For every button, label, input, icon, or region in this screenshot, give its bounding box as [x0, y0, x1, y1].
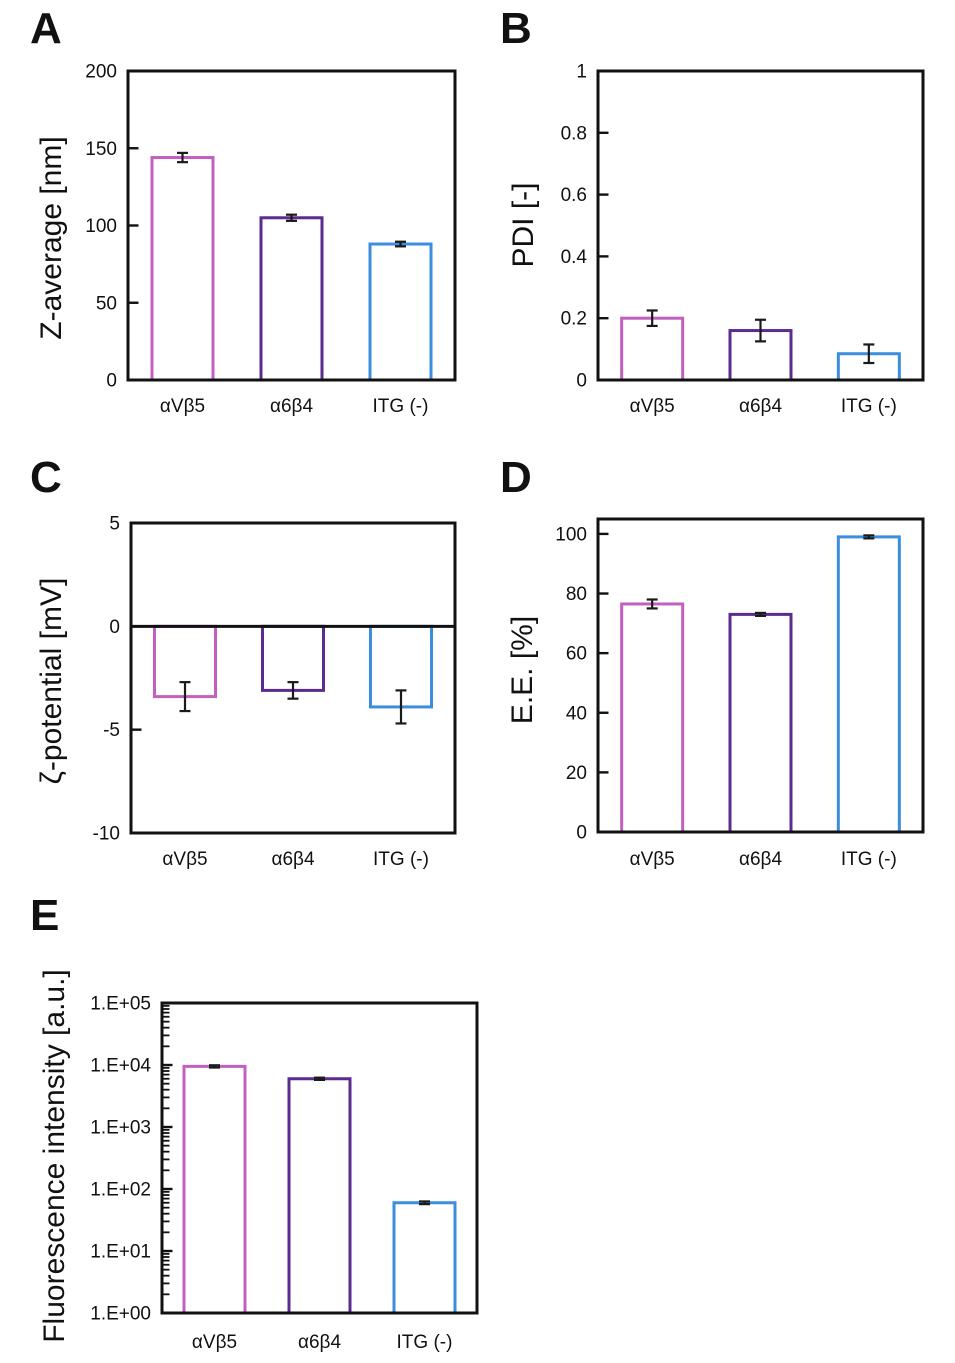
panel-a-category-label: α6β4 [269, 396, 314, 417]
panel-e-ytick-label: 1.E+01 [90, 1241, 151, 1263]
panel-b-y-axis-title: PDI [-] [507, 182, 540, 268]
panel-c-ytick-label: 0 [109, 616, 120, 638]
panel-a-ytick-label: 50 [95, 293, 117, 315]
panel-e-ytick-label: 1.E+02 [90, 1179, 151, 1201]
panel-b-letter: B [500, 4, 532, 53]
panel-e-bar [289, 1079, 350, 1313]
panel-a-ytick-label: 200 [85, 61, 117, 83]
panel-d-category-label: α6β4 [738, 849, 783, 870]
panel-c-category-label: α6β4 [271, 849, 315, 870]
panel-b-ytick-label: 0.6 [560, 185, 587, 207]
panel-d-ytick-label: 80 [565, 584, 587, 606]
panel-e-y-axis-title: Fluorescence intensity [a.u.] [38, 969, 71, 1343]
panel-b-ytick-label: 1 [576, 61, 587, 83]
panel-c-ytick-label: -10 [92, 823, 120, 845]
panel-c-bar [263, 626, 324, 690]
panel-a-ytick-label: 100 [85, 216, 117, 237]
panel-c-category-label: αVβ5 [162, 849, 208, 870]
panel-d-letter: D [500, 453, 532, 502]
panel-e-bar [394, 1203, 455, 1313]
panel-b-ytick-label: 0 [576, 370, 587, 392]
panel-e-ytick-label: 1.E+03 [90, 1117, 151, 1139]
panel-b-ytick-label: 0.2 [560, 308, 587, 330]
panel-b-ytick-label: 0.4 [560, 246, 587, 268]
panel-a-bar [152, 158, 213, 380]
panel-e-category-label: ITG (-) [396, 1332, 453, 1353]
panel-c-y-axis-title: ζ-potential [mV] [35, 577, 68, 785]
panel-e-ytick-label: 1.E+04 [90, 1055, 151, 1077]
panel-c-letter: C [30, 453, 62, 502]
panel-d-bar [730, 614, 791, 832]
panel-e-ytick-label: 1.E+05 [90, 993, 151, 1015]
panel-c-ytick-label: -5 [103, 720, 120, 742]
panel-e-chart [90, 994, 477, 1354]
panel-d-ytick-label: 40 [565, 703, 587, 725]
panel-a-letter: A [30, 4, 62, 53]
panel-d-ytick-label: 60 [565, 643, 587, 665]
panel-b-category-label: ITG (-) [840, 396, 897, 417]
panel-a-category-label: ITG (-) [372, 396, 429, 417]
panel-c-category-label: ITG (-) [373, 849, 429, 870]
panel-b-category-label: α6β4 [738, 396, 783, 417]
panel-d-bar [838, 537, 899, 832]
panel-b-category-label: αVβ5 [629, 396, 675, 417]
panel-e-letter: E [30, 891, 60, 940]
panel-a-category-label: αVβ5 [159, 396, 206, 417]
panel-a-y-axis-title: Z-average [nm] [35, 136, 68, 340]
panel-b-bar [622, 318, 683, 380]
panel-d-category-label: αVβ5 [629, 849, 675, 870]
panel-d-chart [555, 519, 923, 870]
panel-d-category-label: ITG (-) [840, 849, 897, 870]
panel-a-bar [261, 218, 322, 380]
panel-a-chart [85, 62, 455, 418]
panel-d-y-axis-title: E.E. [%] [506, 615, 539, 725]
panel-d-ytick-label: 100 [555, 524, 587, 546]
panel-b-chart [561, 62, 923, 418]
panel-d-ytick-label: 20 [565, 762, 587, 784]
panel-e-category-label: α6β4 [297, 1332, 342, 1353]
panel-c-chart [93, 514, 455, 871]
panel-a-ytick-label: 0 [106, 370, 117, 392]
panel-e-category-label: αVβ5 [191, 1332, 238, 1353]
panel-c-ytick-label: 5 [109, 513, 120, 535]
panel-d-ytick-label: 0 [576, 822, 587, 844]
panel-e-bar [184, 1066, 245, 1313]
panel-b-ytick-label: 0.8 [560, 123, 587, 145]
panel-a-ytick-label: 150 [85, 138, 117, 160]
panel-e-ytick-label: 1.E+00 [90, 1303, 151, 1325]
panel-a-bar [370, 244, 431, 380]
panel-d-bar [622, 604, 683, 832]
